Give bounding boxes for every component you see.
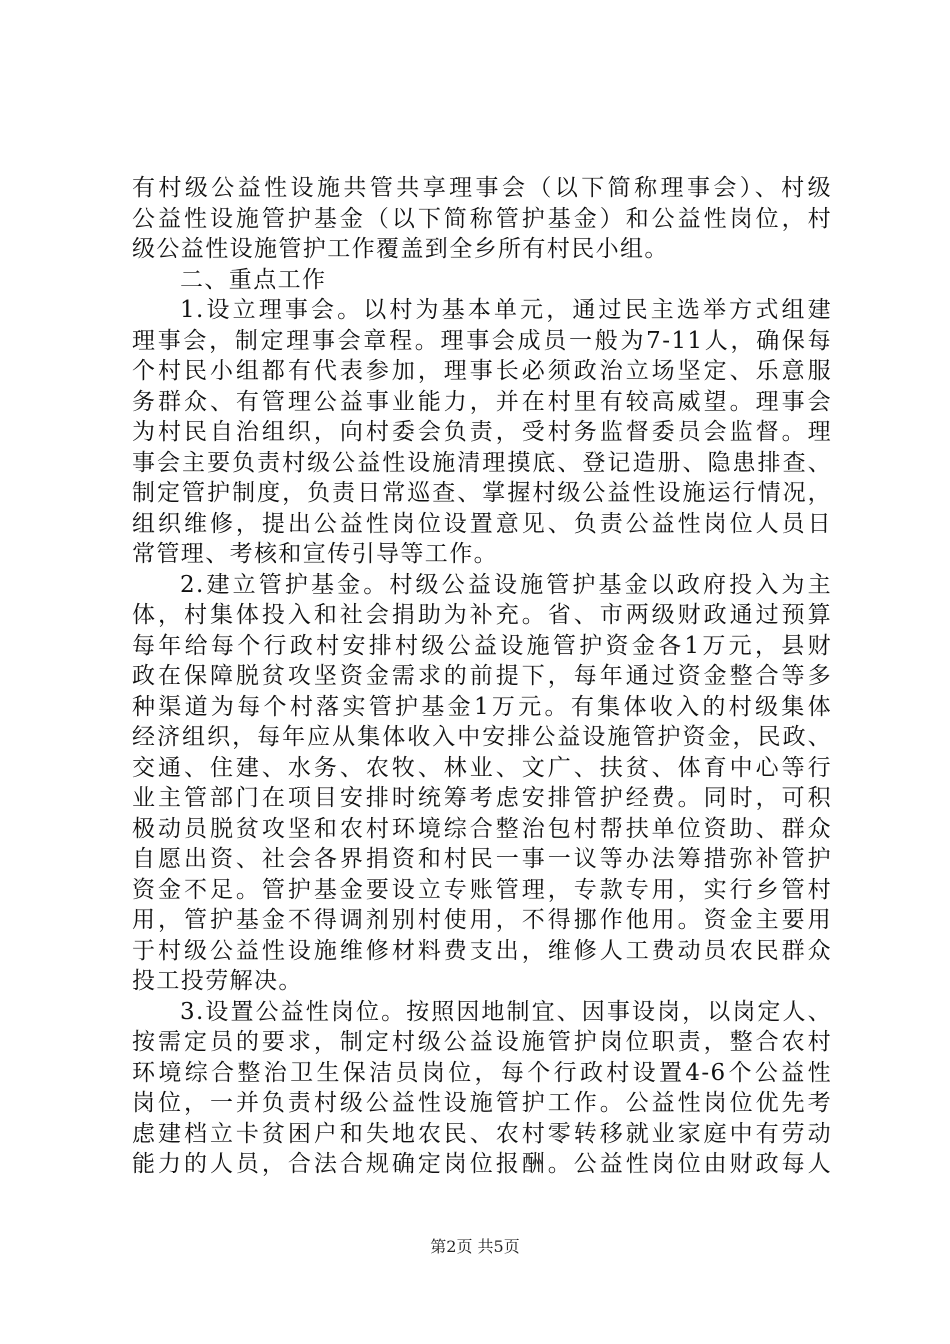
document-body	[132, 173, 832, 1180]
text-line: 为村民自治组织，向村委会负责，受村务监督委员会监督。理	[132, 419, 832, 445]
paragraph-start-line: 2.建立管护基金。村级公益设施管护基金以政府投入为主	[180, 571, 832, 598]
text-line: 资金不足。管护基金要设立专账管理，专款专用，实行乡管村	[132, 876, 832, 903]
text-line: 制定管护制度，负责日常巡查、掌握村级公益性设施运行情况，	[132, 480, 832, 506]
text-line: 环境综合整治卫生保洁员岗位，每个行政村设置4-6个公益性	[132, 1059, 832, 1086]
text-line: 务群众、有管理公益事业能力，并在村里有较高威望。理事会	[132, 388, 832, 415]
text-line: 有村级公益性设施共管共享理事会（以下简称理事会）、村级	[132, 175, 832, 201]
text-line: 业主管部门在项目安排时统筹考虑安排管护经费。同时，可积	[132, 785, 832, 811]
page-footer	[0, 1237, 950, 1257]
text-line: 常管理、考核和宣传引导等工作。	[132, 541, 498, 567]
text-line: 每年给每个行政村安排村级公益设施管护资金各1万元，县财	[132, 632, 832, 659]
text-line: 理事会，制定理事会章程。理事会成员一般为7-11人，确保每	[132, 327, 832, 354]
text-line: 个村民小组都有代表参加，理事长必须政治立场坚定、乐意服	[132, 358, 832, 384]
text-line: 种渠道为每个村落实管护基金1万元。有集体收入的村级集体	[132, 693, 832, 720]
text-line: 按需定员的要求，制定村级公益设施管护岗位职责，整合农村	[132, 1029, 832, 1055]
text-line: 经济组织，每年应从集体收入中安排公益设施管护资金，民政、	[132, 724, 832, 750]
text-line: 能力的人员，合法合规确定岗位报酬。公益性岗位由财政每人	[132, 1151, 832, 1177]
text-line: 政在保障脱贫攻坚资金需求的前提下，每年通过资金整合等多	[132, 663, 832, 689]
text-line: 交通、住建、水务、农牧、林业、文广、扶贫、体育中心等行	[132, 754, 832, 781]
page-number: 第2页 共5页	[430, 1237, 520, 1256]
paragraph-start-line: 1.设立理事会。以村为基本单元，通过民主选举方式组建	[180, 297, 832, 323]
text-line: 事会主要负责村级公益性设施清理摸底、登记造册、隐患排查、	[132, 449, 832, 476]
text-line: 岗位，一并负责村级公益性设施管护工作。公益性岗位优先考	[132, 1090, 832, 1116]
text-line: 虑建档立卡贫困户和失地农民、农村零转移就业家庭中有劳动	[132, 1120, 832, 1147]
section-heading: 二、重点工作	[180, 266, 327, 293]
text-line: 极动员脱贫攻坚和农村环境综合整治包村帮扶单位资助、群众	[132, 815, 832, 842]
text-line: 公益性设施管护基金（以下简称管护基金）和公益性岗位，村	[132, 205, 832, 232]
text-line: 于村级公益性设施维修材料费支出，维修人工费动员农民群众	[132, 937, 832, 964]
text-line: 级公益性设施管护工作覆盖到全乡所有村民小组。	[132, 236, 669, 262]
text-line: 体，村集体投入和社会捐助为补充。省、市两级财政通过预算	[132, 602, 832, 628]
text-line: 投工投劳解决。	[132, 968, 303, 994]
text-line: 自愿出资、社会各界捐资和村民一事一议等办法筹措弥补管护	[132, 846, 832, 872]
text-line: 用，管护基金不得调剂别村使用，不得挪作他用。资金主要用	[132, 907, 832, 933]
paragraph-start-line: 3.设置公益性岗位。按照因地制宜、因事设岗，以岗定人、	[180, 998, 832, 1025]
text-line: 组织维修，提出公益性岗位设置意见、负责公益性岗位人员日	[132, 510, 832, 537]
